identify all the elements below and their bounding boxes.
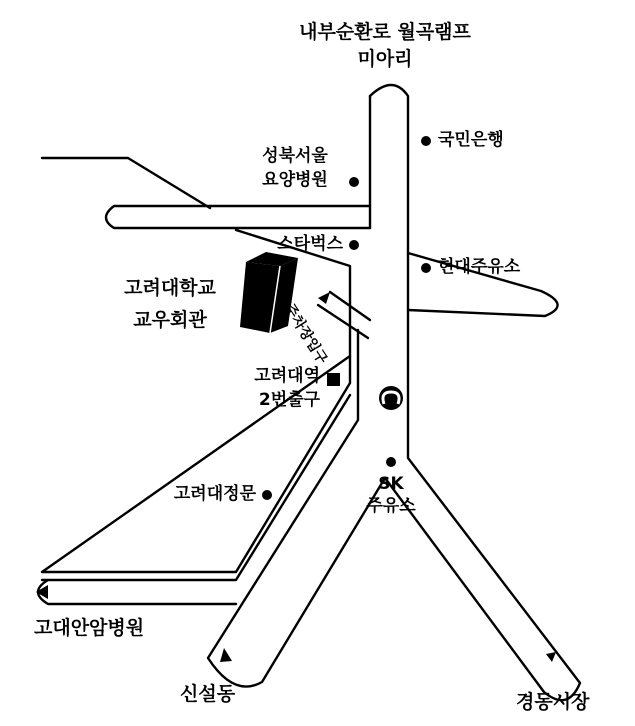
label-parking-entrance: 주차장입구 (280, 301, 331, 367)
poi-dot-hyundai (421, 263, 431, 273)
poi-dot-seongbuk (349, 177, 359, 187)
label-sk-line2: 주유소 (366, 496, 416, 516)
label-top-line2: 미아리 (357, 48, 413, 70)
direction-arrow-gyeongdong (546, 652, 556, 662)
direction-arrow-parking (318, 292, 330, 304)
poi-dot-kookmin (421, 136, 431, 146)
label-sk-line1: SK (378, 474, 404, 494)
label-seongbuk-line1: 성북서울 (262, 146, 328, 166)
label-hyundai-gas: 현대주유소 (438, 257, 521, 277)
label-gyeongdong: 경동시장 (516, 691, 590, 713)
label-station-line2: 2번출구 (258, 390, 320, 410)
poi-dot-sk (386, 457, 396, 467)
label-sinseol: 신설동 (180, 683, 236, 705)
subway-exit-square-icon (327, 373, 340, 386)
direction-arrow-sinseol (220, 648, 232, 662)
label-anam-hospital: 고대안암병원 (34, 617, 145, 639)
label-faculty-line2: 교우회관 (133, 309, 207, 331)
campus-block-outline (42, 158, 350, 572)
label-main-gate: 고려대정문 (173, 484, 256, 504)
west-road (106, 206, 370, 228)
label-faculty-line1: 고려대학교 (124, 277, 216, 299)
direction-arrow-hospital (36, 585, 48, 599)
label-top-line1: 내부순환로 월곡램프 (299, 21, 471, 43)
label-station-line1: 고려대역 (254, 366, 320, 386)
subway-station-icon (379, 386, 403, 410)
label-kookmin: 국민은행 (438, 130, 504, 150)
label-starbucks: 스타벅스 (277, 234, 343, 254)
poi-dot-main-gate (262, 490, 272, 500)
label-seongbuk-line2: 요양병원 (262, 170, 328, 190)
poi-dot-starbucks (349, 240, 359, 250)
